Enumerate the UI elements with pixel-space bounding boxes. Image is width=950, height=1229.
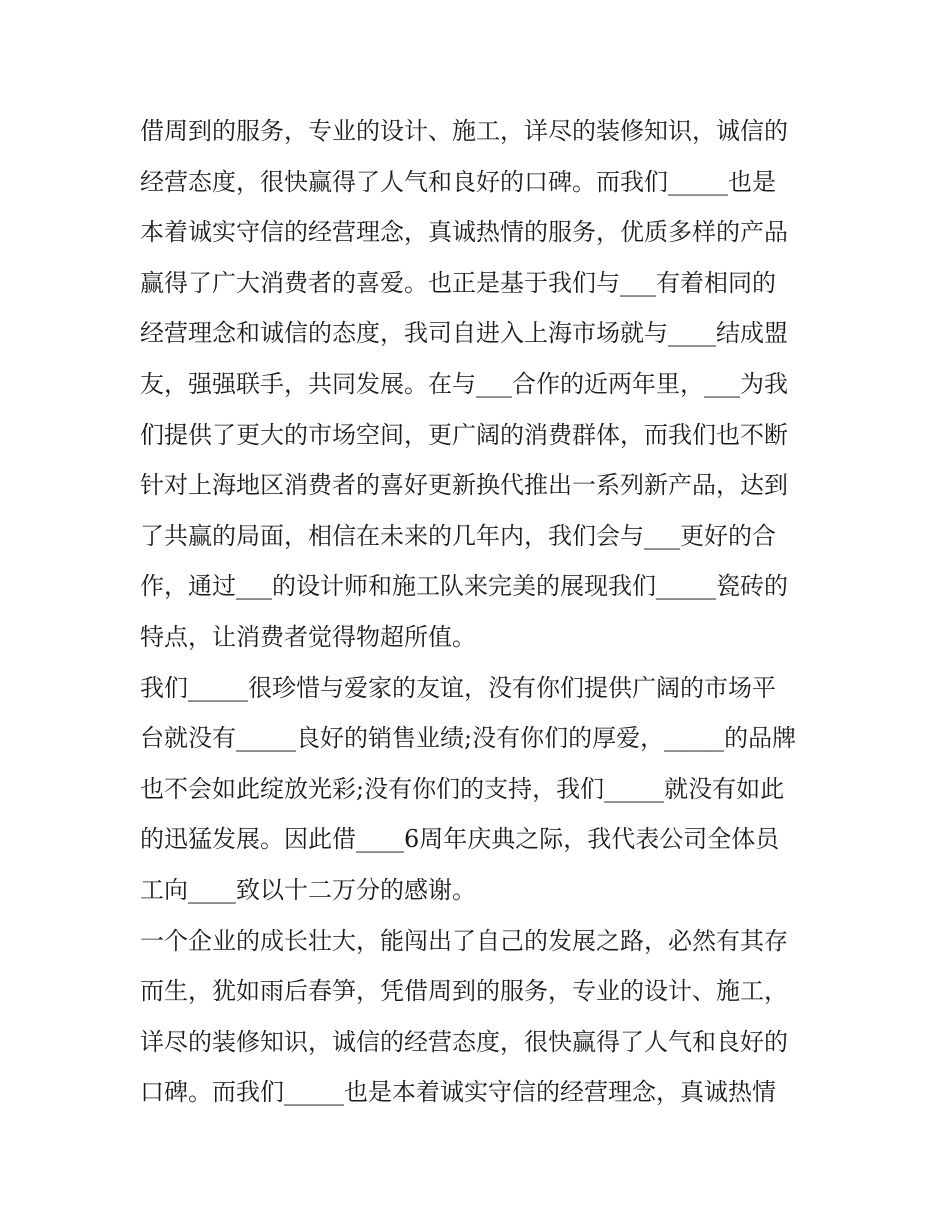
- text-line: 特点，让消费者觉得物超所值。: [140, 622, 476, 651]
- text-line: 友，强强联手，共同发展。在与___合作的近两年里，___为我: [140, 369, 788, 398]
- text-line: 本着诚实守信的经营理念，真诚热情的服务，优质多样的产品: [140, 218, 788, 247]
- text-line: 台就没有_____良好的销售业绩;没有你们的厚爱，_____的品牌: [140, 724, 797, 753]
- text-line: 一个企业的成长壮大，能闯出了自己的发展之路，必然有其存: [140, 926, 788, 955]
- text-line: 的迅猛发展。因此借____6周年庆典之际，我代表公司全体员: [140, 825, 780, 854]
- text-line: 赢得了广大消费者的喜爱。也正是基于我们与___有着相同的: [140, 268, 776, 297]
- text-line: 经营态度，很快赢得了人气和良好的口碑。而我们_____也是: [140, 167, 776, 196]
- document-body: [140, 106, 830, 1118]
- text-line: 了共赢的局面，相信在未来的几年内，我们会与___更好的合: [140, 521, 776, 550]
- text-line: 作，通过___的设计师和施工队来完美的展现我们_____瓷砖的: [140, 572, 788, 601]
- text-line: 我们_____很珍惜与爱家的友谊，没有你们提供广阔的市场平: [140, 673, 776, 702]
- text-line: 借周到的服务，专业的设计、施工，详尽的装修知识，诚信的: [140, 117, 788, 145]
- text-line: 们提供了更大的市场空间，更广阔的消费群体，而我们也不断: [140, 420, 788, 449]
- text-line: 经营理念和诚信的态度，我司自进入上海市场就与____结成盟: [140, 319, 788, 348]
- text-line: 工向____致以十二万分的感谢。: [140, 875, 476, 904]
- text-line: 而生，犹如雨后春笋，凭借周到的服务，专业的设计、施工，: [140, 977, 788, 1006]
- text-line: 也不会如此绽放光彩;没有你们的支持，我们_____就没有如此: [140, 774, 785, 803]
- text-line: 口碑。而我们_____也是本着诚实守信的经营理念，真诚热情: [140, 1078, 776, 1107]
- text-line: 详尽的装修知识，诚信的经营态度，很快赢得了人气和良好的: [140, 1027, 788, 1056]
- text-line: 针对上海地区消费者的喜好更新换代推出一系列新产品，达到: [140, 471, 788, 500]
